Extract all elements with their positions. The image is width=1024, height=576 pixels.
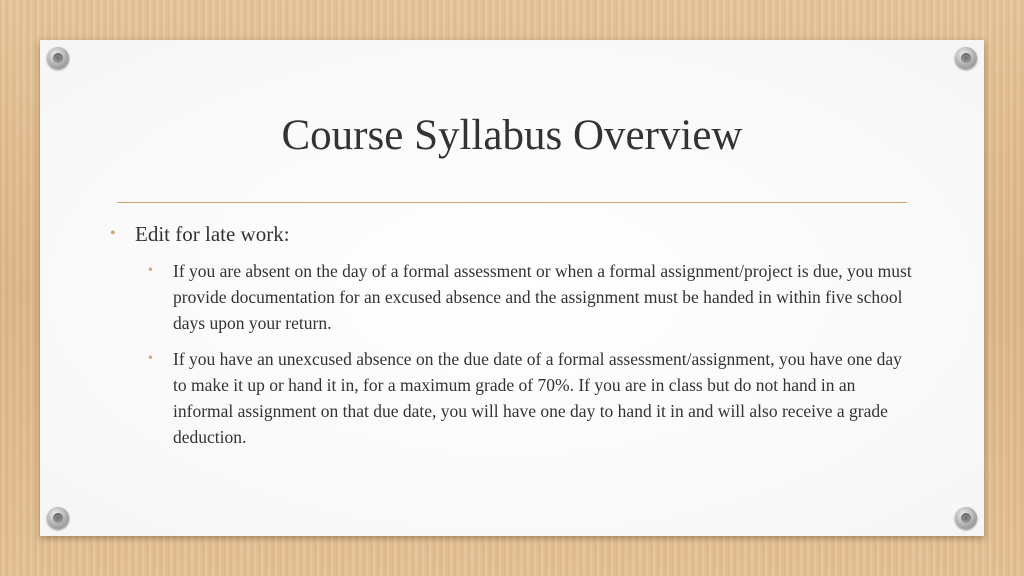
sub-bullet-item — [110, 346, 913, 450]
bullet-item — [110, 220, 910, 248]
bullet-dot-icon: • — [110, 225, 116, 242]
sub-bullet-item — [110, 258, 913, 336]
slide-content — [110, 220, 910, 460]
bullet-text: Edit for late work: — [135, 222, 290, 246]
screw-icon-top-right — [955, 47, 977, 69]
sub-bullet-text: If you are absent on the day of a formal assessment or when a formal assignment/project is due, you must provide documentation for an excused absence and the assignment must be handed in within five school days upon your return. — [173, 261, 912, 333]
screw-icon-top-left — [47, 47, 69, 69]
title-divider — [117, 202, 907, 203]
sub-bullet-dot-icon: • — [148, 263, 153, 278]
slide-title: Course Syllabus Overview — [281, 112, 743, 159]
screw-icon-bottom-right — [955, 507, 977, 529]
sub-bullet-dot-icon: • — [148, 351, 153, 366]
screw-icon-bottom-left — [47, 507, 69, 529]
sub-bullet-text: If you have an unexcused absence on the due date of a formal assessment/assignment, you have one day to make it up or hand it in, for a maximum grade of 70%. If you are in class but do not hand in an informal assignment on that due date, you will have one day to hand it in and will also receive a grade deduction. — [173, 349, 902, 447]
slide — [40, 40, 984, 536]
